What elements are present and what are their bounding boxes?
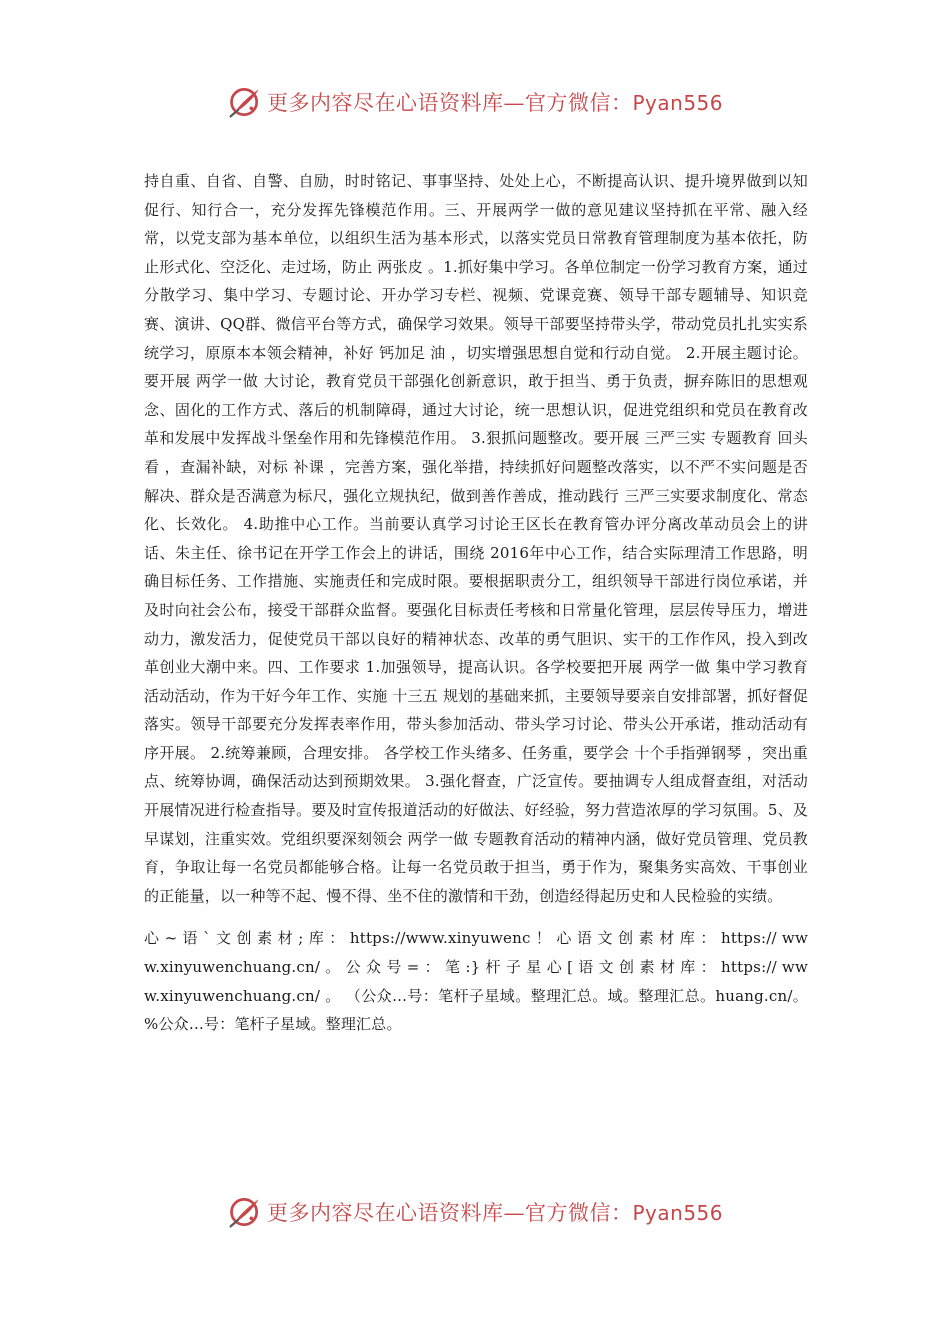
document-content [144, 167, 808, 1039]
footer-banner-title: 更多内容尽在心语资料库—官方微信： [266, 1201, 633, 1225]
header-banner [0, 80, 950, 124]
footer-banner [0, 1190, 950, 1234]
header-wechat-id: Pyan556 [632, 91, 723, 115]
source-note-paragraph: 心 ~ 语 ` 文 创 素 材 ; 库 ： https://www.xinyuwenc ！ 心 语 文 创 素 材 库 ： https:// www.xinyuwenchuang.cn/ 。 公 众 号 = ： 笔 :} 杆 子 星 心 [ 语 文 创 素 材 库 ： https:// www.xinyuwenchuang.cn/ 。 （公众…号：笔杆子星域。整理汇总。域。整理汇总。huang.cn/。%公众…号：笔杆子星域。整理汇总。 [144, 929, 808, 1034]
footer-banner-text [267, 1197, 723, 1227]
quill-pen-logo-icon [227, 84, 263, 120]
quill-pen-logo-icon [227, 1194, 263, 1230]
header-banner-text [267, 87, 723, 117]
body-paragraph: 持自重、自省、自警、自励，时时铭记、事事坚持、处处上心，不断提高认识、提升境界做到以知促行、知行合一，充分发挥先锋模范作用。三、开展两学一做的意见建议坚持抓在平常、融入经常，以党支部为基本单位，以组织生活为基本形式，以落实党员日常教育管理制度为基本依托，防止形式化、空泛化、走过场，防止 两张皮 。1.抓好集中学习。各单位制定一份学习教育方案，通过分散学习、集中学习、专题讨论、开办学习专栏、视频、党课竞赛、领导干部专题辅导、知识竞赛、演讲、QQ群、微信平台等方式，确保学习效果。领导干部要坚持带头学，带动党员扎扎实实系统学习，原原本本领会精神，补好 钙加足 油 ，切实增强思想自觉和行动自觉。 2.开展主题讨论。要开展 两学一做 大讨论，教育党员干部强化创新意识，敢于担当、勇于负责，摒弃陈旧的思想观念、固化的工作方式、落后的机制障碍，通过大讨论，统一思想认识，促进党组织和党员在教育改革和发展中发挥战斗堡垒作用和先锋模范作用。 3.狠抓问题整改。要开展 三严三实 专题教育 回头看 ，查漏补缺，对标 补课 ，完善方案，强化举措，持续抓好问题整改落实，以不严不实问题是否解决、群众是否满意为标尺，强化立规执纪，做到善作善成，推动践行 三严三实要求制度化、常态化、长效化。 4.助推中心工作。当前要认真学习讨论王区长在教育管办评分离改革动员会上的讲话、朱主任、徐书记在开学工作会上的讲话，围绕 2016年中心工作，结合实际理清工作思路，明确目标任务、工作措施、实施责任和完成时限。要根据职责分工，组织领导干部进行岗位承诺，并及时向社会公布，接受干部群众监督。要强化目标责任考核和日常量化管理，层层传导压力，增进动力，激发活力，促使党员干部以良好的精神状态、改革的勇气胆识、实干的工作作风，投入到改革创业大潮中来。四、工作要求 1.加强领导，提高认识。各学校要把开展 两学一做 集中学习教育活动活动，作为干好今年工作、实施 十三五 规划的基础来抓，主要领导要亲自安排部署，抓好督促落实。领导干部要充分发挥表率作用，带头参加活动、带头学习讨论、带头公开承诺，推动活动有序开展。 2.统筹兼顾，合理安排。 各学校工作头绪多、任务重，要学会 十个手指弹钢琴 ，突出重点、统筹协调，确保活动达到预期效果。 3.强化督查，广泛宣传。要抽调专人组成督查组，对活动开展情况进行检查指导。要及时宣传报道活动的好做法、好经验，努力营造浓厚的学习氛围。5、及早谋划，注重实效。党组织要深刻领会 两学一做 专题教育活动的精神内涵，做好党员管理、党员教育，争取让每一名党员都能够合格。让每一名党员敢于担当，勇于作为，聚集务实高效、干事创业的正能量，以一种等不起、慢不得、坐不住的激情和干劲，创造经得起历史和人民检验的实绩。 [144, 172, 808, 905]
footer-wechat-id: Pyan556 [632, 1201, 723, 1225]
header-banner-title: 更多内容尽在心语资料库—官方微信： [266, 91, 633, 115]
